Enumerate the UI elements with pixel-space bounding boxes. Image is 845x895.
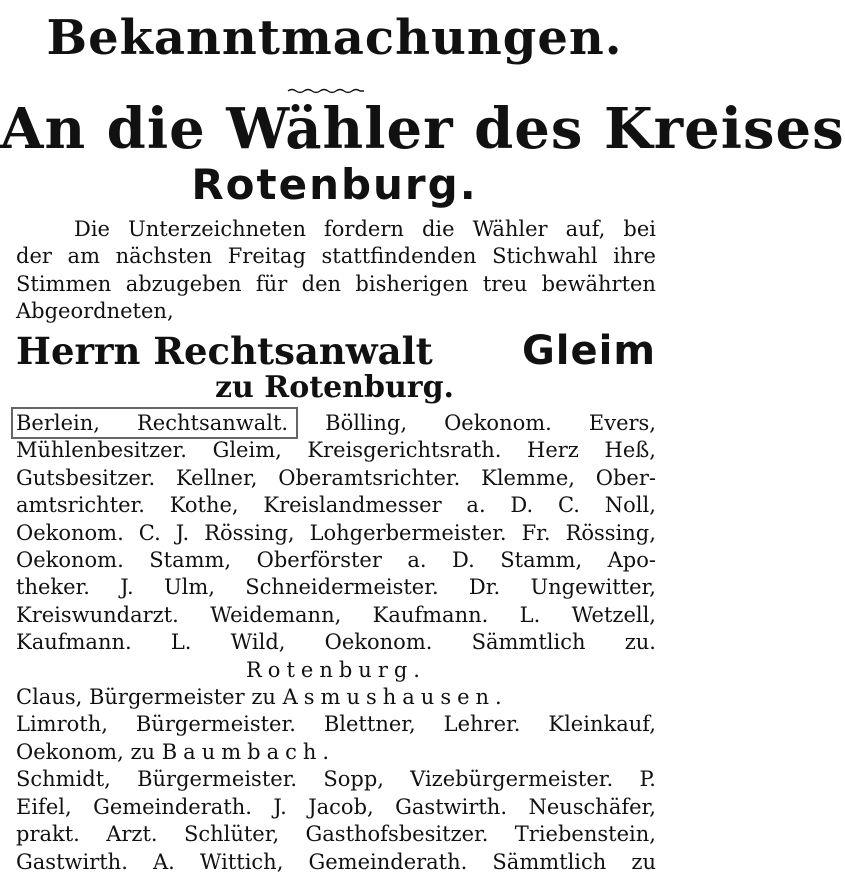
intro-paragraph bbox=[16, 216, 656, 326]
signer-line: Oekonom. Stamm, Oberförster a. D. Stamm, Apo- bbox=[16, 548, 656, 573]
signer-line: Limroth, Bürgermeister. Blettner, Lehrer. Kleinkauf, bbox=[16, 712, 656, 737]
signer-line: Claus, Bürgermeister zu Asmushausen. bbox=[16, 685, 508, 710]
notice-title: An die Wähler des Kreises bbox=[0, 96, 845, 162]
signer-line: Oekonom. C. J. Rössing, Lohgerbermeister. Fr. Rössing, bbox=[16, 520, 656, 545]
selection-highlight-box bbox=[11, 407, 298, 439]
signer-line: Mühlenbesitzer. Gleim, Kreisgerichtsrath. Herz Heß, bbox=[16, 438, 656, 463]
intro-line: Stimmen abzugeben für den bisherigen treu bewährten bbox=[16, 271, 656, 296]
signer-line: Kaufmann. L. Wild, Oekonom. Sämmtlich zu. bbox=[16, 630, 656, 655]
signer-line: Kreiswundarzt. Weidemann, Kaufmann. L. Wetzell, bbox=[16, 602, 656, 627]
candidate-line bbox=[16, 328, 656, 374]
candidate-place: zu Rotenburg. bbox=[214, 370, 454, 405]
notice-subtitle: Rotenburg. bbox=[191, 160, 478, 209]
signers-rotenburg bbox=[16, 410, 656, 876]
signer-line: Oekonom, zu Baumbach. bbox=[16, 739, 336, 764]
signer-line: amtsrichter. Kothe, Kreislandmesser a. D. C. Noll, bbox=[16, 493, 656, 518]
section-heading: Bekanntmachungen. bbox=[46, 10, 623, 66]
signer-line: Eifel, Gemeinderath. J. Jacob, Gastwirth. Neuschäfer, bbox=[16, 794, 656, 819]
signer-line: prakt. Arzt. Schlüter, Gasthofsbesitzer. Triebenstein, bbox=[16, 822, 656, 847]
candidate-prefix: Herrn Rechtsanwalt bbox=[16, 329, 433, 373]
signer-line: Berlein, Rechtsanwalt. Bölling, Oekonom. Evers, bbox=[16, 411, 656, 435]
decorative-rule bbox=[288, 88, 364, 94]
intro-line: Die Unterzeichneten fordern die Wähler auf, bei bbox=[74, 217, 656, 241]
town-heading: Rotenburg. bbox=[246, 657, 426, 682]
signer-line: theker. J. Ulm, Schneidermeister. Dr. Ungewitter, bbox=[16, 575, 656, 600]
signer-line: Gastwirth. A. Wittich, Gemeinderath. Sämmtlich zu bbox=[16, 849, 656, 874]
intro-line: Abgeordneten, bbox=[16, 299, 174, 324]
signer-line: Gutsbesitzer. Kellner, Oberamtsrichter. Klemme, Ober- bbox=[16, 465, 656, 490]
intro-line: der am nächsten Freitag stattfindenden Stichwahl ihre bbox=[16, 244, 656, 269]
candidate-name: Gleim bbox=[521, 328, 656, 374]
signer-line: Schmidt, Bürgermeister. Sopp, Vizebürgermeister. P. bbox=[16, 767, 656, 792]
